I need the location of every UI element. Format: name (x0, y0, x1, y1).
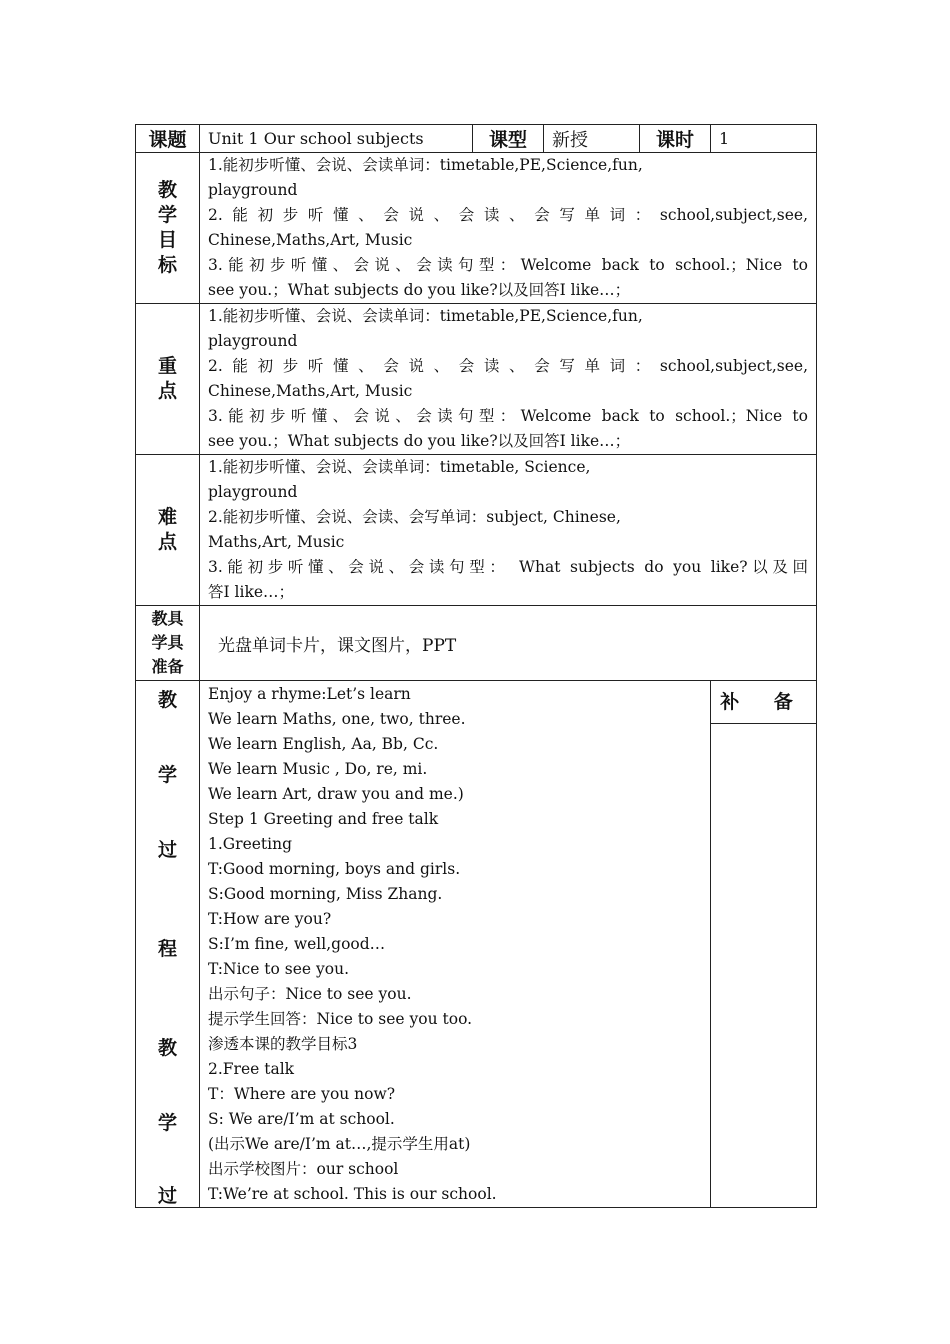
objectives-content (200, 153, 817, 304)
difficulties-line: playground (208, 483, 298, 501)
difficulties-row (136, 455, 817, 606)
process-line: We learn English, Aa, Bb, Cc. (208, 735, 439, 753)
difficulties-line: 答I like…； (208, 583, 295, 601)
difficulties-line: 2.能初步听懂、会说、会读、会写单词：subject, Chinese, (208, 508, 621, 526)
process-row (136, 681, 817, 1208)
process-line: T：Where are you now? (208, 1085, 396, 1103)
process-line: 2.Free talk (208, 1060, 295, 1078)
process-line: We learn Music , Do, re, mi. (208, 760, 428, 778)
lesson-plan (135, 124, 816, 1208)
difficulties-line: 3.能初步听懂、会说、会读句型： What subjects do you like?以及回 (208, 558, 808, 576)
process-line: T:Good morning, boys and girls. (208, 860, 461, 878)
process-line: Enjoy a rhyme:Let’s learn (208, 685, 411, 703)
process-line: S: We are/I’m at school. (208, 1110, 395, 1128)
process-line: We learn Maths, one, two, three. (208, 710, 466, 728)
process-line: T:Nice to see you. (208, 960, 350, 978)
process-line: T:How are you? (208, 910, 332, 928)
type-label: 课型 (473, 125, 544, 153)
process-line: Step 1 Greeting and free talk (208, 810, 439, 828)
process-line: 出示学校图片：our school (208, 1160, 399, 1178)
difficulties-label: 难 点 (136, 455, 200, 606)
objectives-line: 1.能初步听懂、会说、会读单词：timetable,PE,Science,fun, (208, 156, 643, 174)
key-points-label: 重 点 (136, 304, 200, 455)
objectives-label: 教 学 目 标 (136, 153, 200, 304)
key-points-line: 1.能初步听懂、会说、会读单词：timetable,PE,Science,fun, (208, 307, 643, 325)
process-line: T:We’re at school. This is our school. (208, 1185, 497, 1203)
supplement-label: 补 备 (711, 681, 816, 724)
period-value: 1 (711, 125, 817, 153)
objectives-line: 3.能初步听懂、会说、会读句型：Welcome back to school.；Nice to (208, 256, 808, 274)
difficulties-content (200, 455, 817, 606)
tools-row (136, 606, 817, 681)
difficulties-line: Maths,Art, Music (208, 533, 345, 551)
topic-label: 课题 (136, 125, 200, 153)
process-label: 教 学 过 程 教 学 过 (136, 681, 200, 1208)
key-points-content (200, 304, 817, 455)
key-points-line: see you.；What subjects do you like?以及回答I like…； (208, 432, 631, 450)
type-value: 新授 (544, 125, 640, 153)
process-line: (出示We are/I’m at…,提示学生用at) (208, 1135, 471, 1153)
objectives-line: 2.能初步听懂、会说、会读、会写单词：school,subject,see, (208, 206, 808, 224)
key-points-line: 3.能初步听懂、会说、会读句型：Welcome back to school.；Nice to (208, 407, 808, 425)
supplement-column (711, 681, 817, 1208)
objectives-line: see you.；What subjects do you like?以及回答I like…； (208, 281, 631, 299)
key-points-line: Chinese,Maths,Art, Music (208, 382, 413, 400)
objectives-line: playground (208, 181, 298, 199)
objectives-row (136, 153, 817, 304)
key-points-line: playground (208, 332, 298, 350)
process-line: S:Good morning, Miss Zhang. (208, 885, 443, 903)
key-points-line: 2.能初步听懂、会说、会读、会写单词：school,subject,see, (208, 357, 808, 375)
process-line: 出示句子：Nice to see you. (208, 985, 412, 1003)
objectives-line: Chinese,Maths,Art, Music (208, 231, 413, 249)
key-points-row (136, 304, 817, 455)
topic-value: Unit 1 Our school subjects (200, 125, 473, 153)
process-line: 1.Greeting (208, 835, 293, 853)
period-label: 课时 (640, 125, 711, 153)
process-line: We learn Art, draw you and me.) (208, 785, 464, 803)
process-content (200, 681, 711, 1208)
process-line: S:I’m fine, well,good… (208, 935, 386, 953)
header-row (136, 125, 817, 153)
difficulties-line: 1.能初步听懂、会说、会读单词：timetable, Science, (208, 458, 591, 476)
lesson-plan-table (135, 124, 817, 1208)
tools-value: 光盘单词卡片，课文图片，PPT (200, 606, 817, 681)
tools-label: 教具 学具 准备 (136, 606, 200, 681)
process-line: 渗透本课的教学目标3 (208, 1035, 358, 1053)
process-line: 提示学生回答：Nice to see you too. (208, 1010, 473, 1028)
